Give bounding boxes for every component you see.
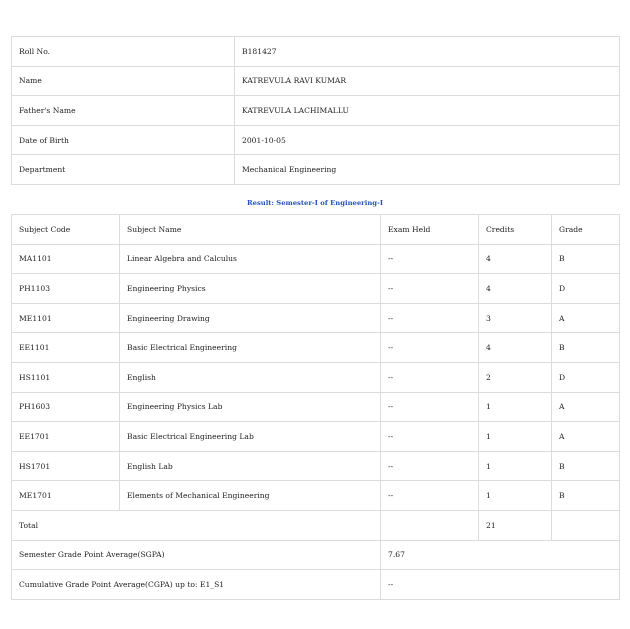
- subject-row: [12, 362, 620, 392]
- sgpa-row: [12, 540, 620, 570]
- subject-row: [12, 244, 620, 274]
- results-table: [11, 214, 620, 600]
- subject-row: [12, 303, 620, 333]
- credits-cell: 3: [479, 303, 552, 333]
- info-label: Father's Name: [12, 96, 235, 126]
- subject-name-cell: Engineering Physics Lab: [120, 392, 381, 422]
- sgpa-label: Semester Grade Point Average(SGPA): [12, 540, 381, 570]
- total-label: Total: [12, 510, 381, 540]
- subject-row: [12, 392, 620, 422]
- info-row: [12, 37, 620, 67]
- subject-name-cell: English: [120, 362, 381, 392]
- grade-cell: B: [552, 451, 620, 481]
- credits-cell: 1: [479, 392, 552, 422]
- grade-cell: D: [552, 274, 620, 304]
- subject-code-cell: EE1101: [12, 333, 120, 363]
- subject-name-cell: Linear Algebra and Calculus: [120, 244, 381, 274]
- header-subject-code: Subject Code: [12, 215, 120, 245]
- credits-cell: 1: [479, 422, 552, 452]
- info-value: 2001-10-05: [235, 125, 620, 155]
- credits-cell: 2: [479, 362, 552, 392]
- subject-name-cell: Basic Electrical Engineering: [120, 333, 381, 363]
- info-label: Roll No.: [12, 37, 235, 67]
- header-credits: Credits: [479, 215, 552, 245]
- exam-held-cell: --: [381, 303, 479, 333]
- subject-code-cell: MA1101: [12, 244, 120, 274]
- subject-code-cell: HS1701: [12, 451, 120, 481]
- subject-name-cell: English Lab: [120, 451, 381, 481]
- grade-cell: B: [552, 333, 620, 363]
- exam-held-cell: --: [381, 422, 479, 452]
- info-row: [12, 155, 620, 185]
- result-caption: Result: Semester-I of Engineering-I: [246, 199, 384, 207]
- total-exam-empty: [381, 510, 479, 540]
- credits-cell: 1: [479, 481, 552, 511]
- subject-code-cell: ME1101: [12, 303, 120, 333]
- info-row: [12, 125, 620, 155]
- grade-cell: D: [552, 362, 620, 392]
- info-value: B181427: [235, 37, 620, 67]
- info-label: Date of Birth: [12, 125, 235, 155]
- credits-cell: 4: [479, 274, 552, 304]
- info-row: [12, 96, 620, 126]
- results-header-row: [12, 215, 620, 245]
- total-row: [12, 510, 620, 540]
- subject-name-cell: Engineering Drawing: [120, 303, 381, 333]
- grade-cell: B: [552, 481, 620, 511]
- sgpa-value: 7.67: [381, 540, 620, 570]
- exam-held-cell: --: [381, 333, 479, 363]
- info-row: [12, 66, 620, 96]
- info-value: Mechanical Engineering: [235, 155, 620, 185]
- info-value: KATREVULA RAVI KUMAR: [235, 66, 620, 96]
- info-value: KATREVULA LACHIMALLU: [235, 96, 620, 126]
- grade-cell: B: [552, 244, 620, 274]
- credits-cell: 1: [479, 451, 552, 481]
- student-info-table: [11, 36, 620, 185]
- exam-held-cell: --: [381, 274, 479, 304]
- cgpa-row: [12, 570, 620, 600]
- exam-held-cell: --: [381, 244, 479, 274]
- cgpa-value: --: [381, 570, 620, 600]
- subject-name-cell: Engineering Physics: [120, 274, 381, 304]
- exam-held-cell: --: [381, 451, 479, 481]
- subject-row: [12, 451, 620, 481]
- subject-name-cell: Basic Electrical Engineering Lab: [120, 422, 381, 452]
- total-credits: 21: [479, 510, 552, 540]
- exam-held-cell: --: [381, 481, 479, 511]
- subject-code-cell: HS1101: [12, 362, 120, 392]
- subject-code-cell: EE1701: [12, 422, 120, 452]
- grade-cell: A: [552, 392, 620, 422]
- cgpa-label: Cumulative Grade Point Average(CGPA) up to: E1_S1: [12, 570, 381, 600]
- credits-cell: 4: [479, 244, 552, 274]
- credits-cell: 4: [479, 333, 552, 363]
- info-label: Department: [12, 155, 235, 185]
- exam-held-cell: --: [381, 392, 479, 422]
- info-label: Name: [12, 66, 235, 96]
- subject-code-cell: PH1103: [12, 274, 120, 304]
- subject-row: [12, 481, 620, 511]
- subject-row: [12, 274, 620, 304]
- grade-cell: A: [552, 422, 620, 452]
- header-subject-name: Subject Name: [120, 215, 381, 245]
- subject-row: [12, 422, 620, 452]
- header-grade: Grade: [552, 215, 620, 245]
- subject-row: [12, 333, 620, 363]
- subject-code-cell: PH1603: [12, 392, 120, 422]
- header-exam-held: Exam Held: [381, 215, 479, 245]
- subject-name-cell: Elements of Mechanical Engineering: [120, 481, 381, 511]
- grade-cell: A: [552, 303, 620, 333]
- total-grade-empty: [552, 510, 620, 540]
- exam-held-cell: --: [381, 362, 479, 392]
- subject-code-cell: ME1701: [12, 481, 120, 511]
